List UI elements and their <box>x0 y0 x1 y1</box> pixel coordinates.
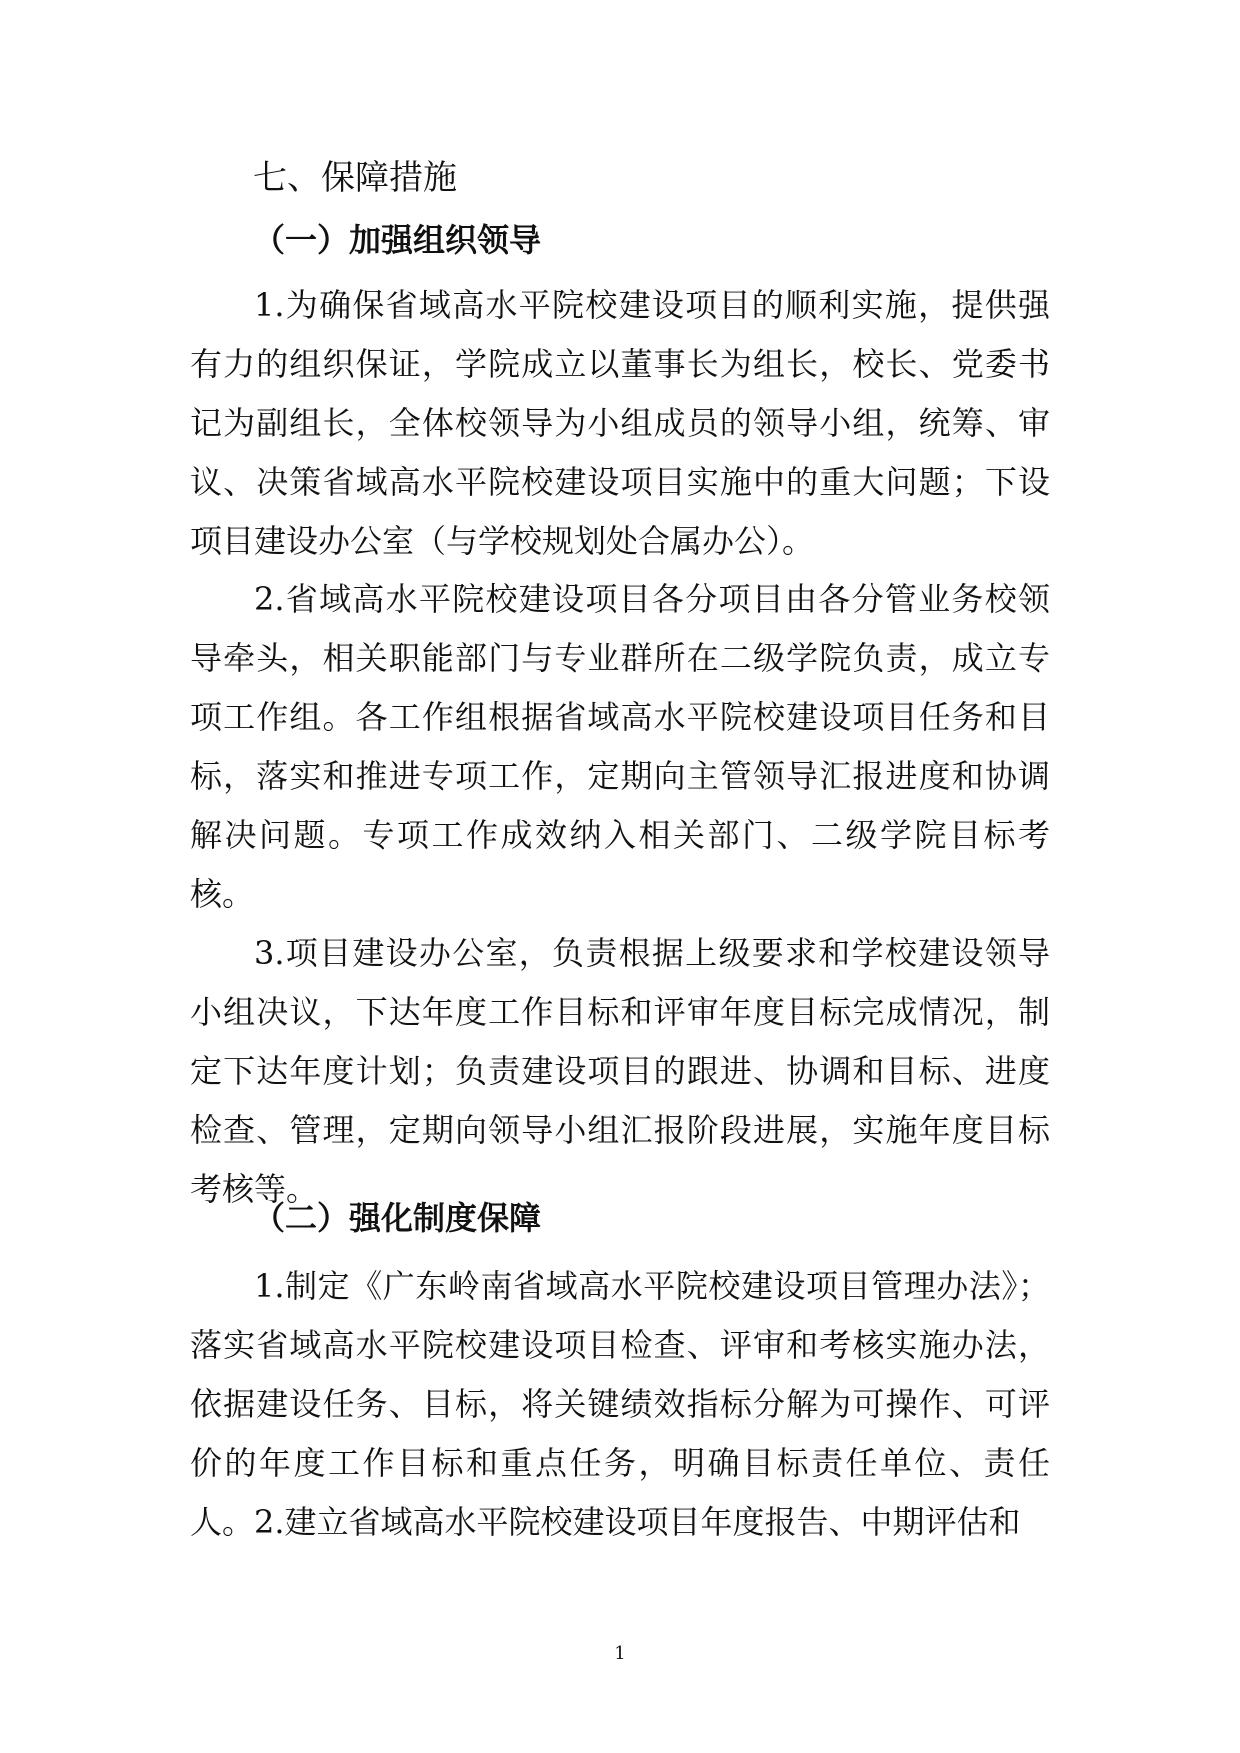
paragraph: 1.为确保省域高水平院校建设项目的顺利实施，提供强有力的组织保证，学院成立以董事长为组长，校长、党委书记为副组长，全体校领导为小组成员的领导小组，统筹、审议、决策省域高水平院校建设项目实施中的重大问题；下设项目建设办公室（与学校规划处合属办公）。 <box>190 286 1050 560</box>
section-title: 七、保障措施 <box>253 158 457 198</box>
subsection-heading-institution: （二）强化制度保障 <box>253 1199 542 1237</box>
paragraph: 2.建立省域高水平院校建设项目年度报告、中期评估和 <box>254 1503 1021 1541</box>
paragraph: 3.项目建设办公室，负责根据上级要求和学校建设领导小组决议，下达年度工作目标和评审年度目标完成情况，制定下达年度计划；负责建设项目的跟进、协调和目标、进度检查、管理，定期向领导小组汇报阶段进展，实施年度目标考核等。 <box>190 934 1050 1208</box>
page-number: 1 <box>614 1643 626 1664</box>
subsection-heading-organization: （一）加强组织领导 <box>253 221 542 259</box>
paragraph: 2.省域高水平院校建设项目各分项目由各分管业务校领导牵头，相关职能部门与专业群所在二级学院负责，成立专项工作组。各工作组根据省域高水平院校建设项目任务和目标，落实和推进专项工作，定期向主管领导汇报进度和协调解决问题。专项工作成效纳入相关部门、二级学院目标考核。 <box>190 580 1050 913</box>
paragraph: 1.制定《广东岭南省域高水平院校建设项目管理办法》；落实省域高水平院校建设项目检查、评审和考核实施办法，依据建设任务、目标，将关键绩效指标分解为可操作、可评价的年度工作目标和重点任务，明确目标责任单位、责任人。 <box>190 1267 1050 1541</box>
